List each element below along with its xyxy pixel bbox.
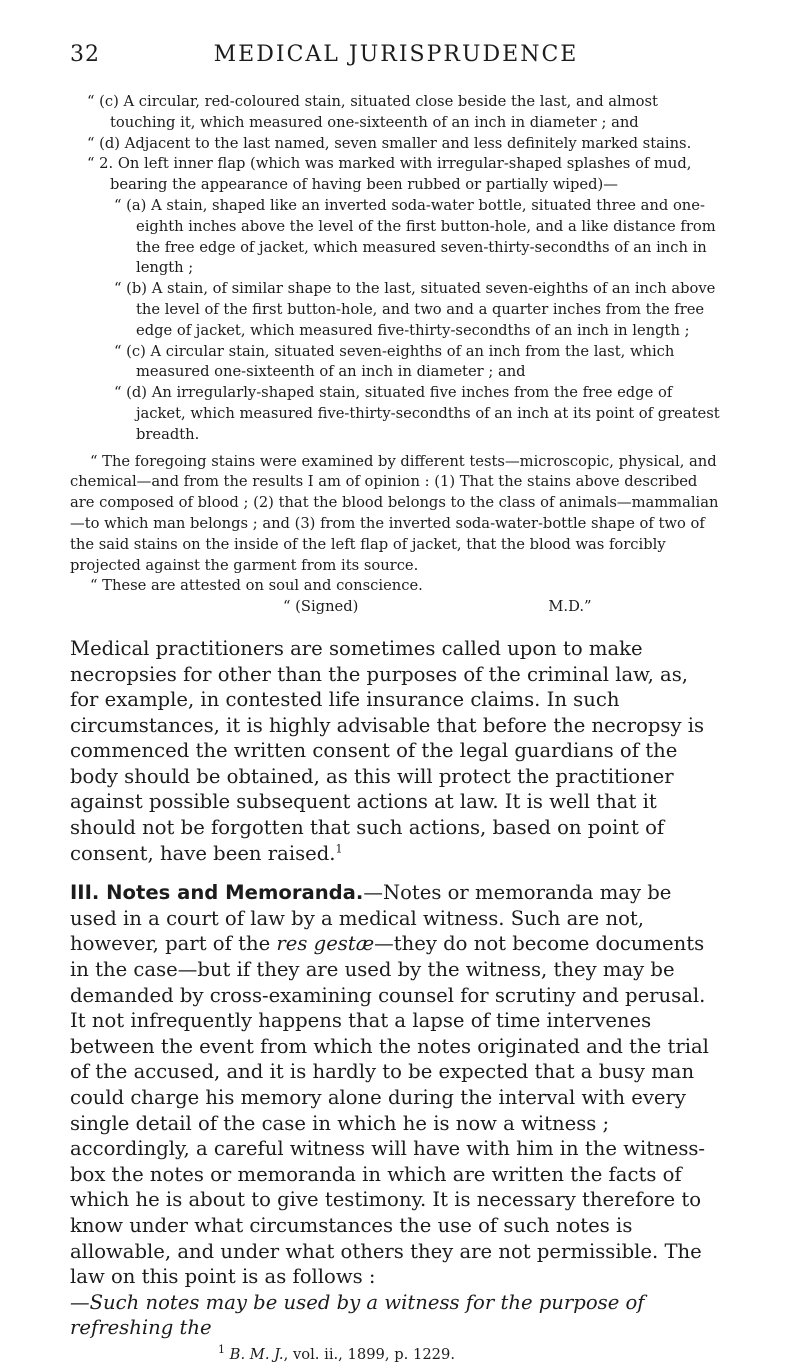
report-item-1c: “ (c) A circular, red-coloured stain, situated close beside the last, and almost touching it, which measured one-sixteenth of an inch in diameter ; and [87, 93, 658, 131]
signed-label: “ (Signed) [283, 598, 359, 616]
footnote [70, 1345, 722, 1365]
footnote-journal: B. M. J. [229, 1345, 284, 1363]
quoted-report [70, 92, 722, 618]
footnote-citation: , vol. ii., 1899, p. 1229. [283, 1345, 456, 1363]
running-title: MEDICAL JURISPRUDENCE [213, 42, 579, 67]
signature-credential: M.D.” [548, 598, 592, 616]
report-item-2d: “ (d) An irregularly-shaped stain, situated five inches from the free edge of jacket, which measured five-thirty-secondths of an inch at its point of greatest breadth. [114, 384, 720, 443]
page-number: 32 [70, 42, 100, 67]
main-text [70, 636, 722, 1341]
report-item-1d: “ (d) Adjacent to the last named, seven smaller and less definitely marked stains. [87, 134, 692, 152]
paragraph-refreshing-memory [70, 1008, 722, 1341]
section-text-a: —Notes or memoranda may be used in a court of law by a medical witness. Such are not, however, part of the [70, 881, 672, 956]
report-opinion: “ The foregoing stains were examined by different tests—microscopic, physical, and chemical—and from the results I am of opinion : (1) That the stains above described are composed of blood ; (2) that the blood belongs to the class of animals—mammalian—to which man belongs ; and (3) from the inverted soda-water-bottle shape of two of the said stains on the inside of the left flap of jacket, that the blood was forcibly projected against the garment from its source. [70, 452, 719, 574]
section-text-b: —they do not become documents in the case—but if they are used by the witness, they may be demanded by cross-examining counsel for scrutiny and perusal. [70, 932, 706, 1007]
report-attestation: “ These are attested on soul and conscience. [90, 577, 423, 595]
report-signature [70, 597, 722, 618]
latin-term: res gestæ [276, 932, 375, 956]
paragraph-refreshing-text: It not infrequently happens that a lapse of time intervenes between the event from which the notes originated and the trial of the accused, and it is hardly to be expected that a busy man could charge his memory alone during the interval with every single detail of the case in which he is now a witness ; accordingly, a careful witness will have with him in the witness-box the notes or memoranda in which are written the facts of which he is about to give testimony. It is necessary therefore to know under what circumstances the use of such notes is allowable, and under what others they are not permissible. The law on this point is as follows : [70, 1009, 709, 1289]
section-heading: III. Notes and Memoranda. [70, 881, 364, 905]
footnote-marker: 1 [335, 842, 343, 856]
rule-statement: —Such notes may be used by a witness for the purpose of refreshing the [70, 1290, 645, 1340]
running-head [70, 42, 722, 82]
paragraph-necropsy-text: Medical practitioners are sometimes called upon to make necropsies for other than the purposes of the criminal law, as, for example, in contested life insurance claims. In such circumstances, it is highly advisable that before the necropsy is commenced the written consent of the legal guardians of the body should be obtained, as this will protect the practitioner against possible subsequent actions at law. It is well that it should not be forgotten that such actions, based on point of consent, have been raised. [70, 636, 705, 865]
report-item-2c: “ (c) A circular stain, situated seven-eighths of an inch from the last, which measured one-sixteenth of an inch in diameter ; and [114, 342, 675, 381]
paragraph-necropsy-consent [70, 636, 722, 866]
report-item-2: “ 2. On left inner flap (which was marked with irregular-shaped splashes of mud, bearing the appearance of having been rubbed or partially wiped)— [87, 155, 692, 194]
footnote-number: 1 [218, 1343, 225, 1357]
report-item-2b: “ (b) A stain, of similar shape to the last, situated seven-eighths of an inch above the level of the first button-hole, and two and a quarter inches from the free edge of jacket, which measured five-thirty-secondths of an inch in length ; [114, 280, 716, 339]
report-item-2a: “ (a) A stain, shaped like an inverted soda-water bottle, situated three and one-eighth inches above the level of the first button-hole, and a like distance from the free edge of jacket, which measured seven-thirty-secondths of an inch in length ; [114, 196, 716, 277]
section-notes-memoranda [70, 880, 722, 1008]
